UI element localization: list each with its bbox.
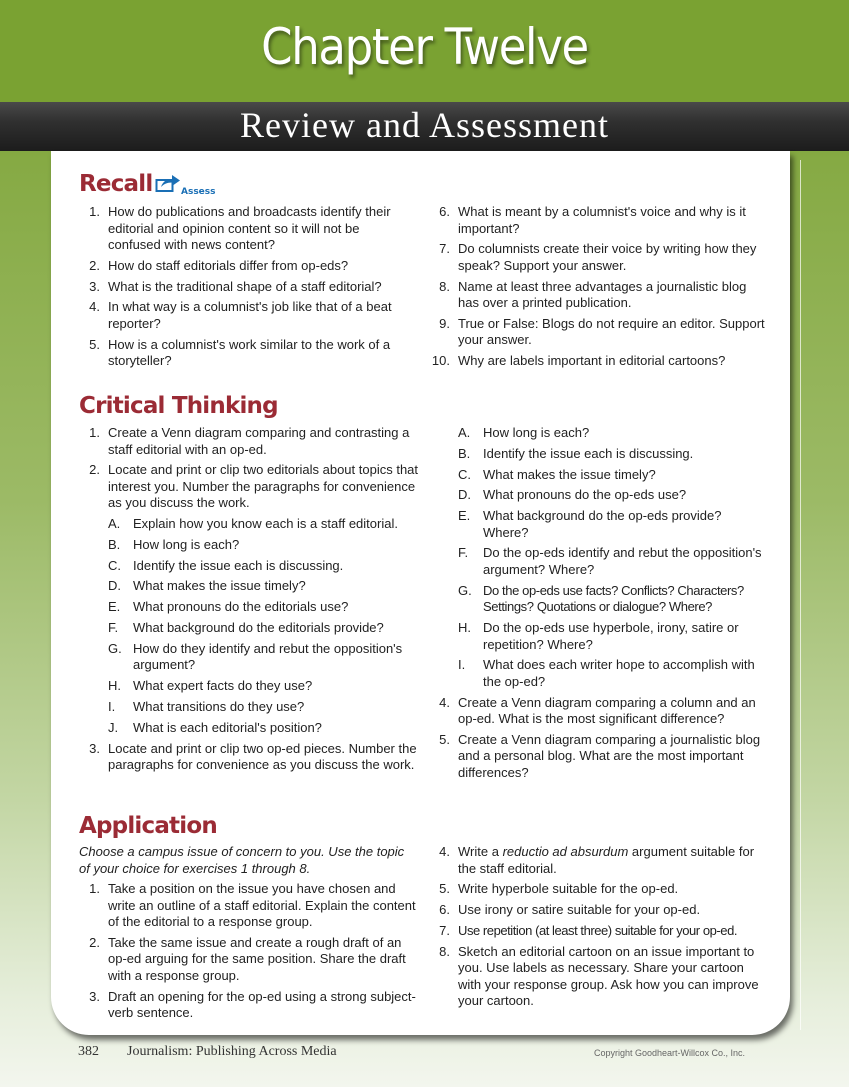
list-item: 1. Create a Venn diagram comparing and contrasting a staff editorial with an op-ed. (89, 425, 410, 457)
sub-item: I. What transitions do they use? (108, 698, 305, 714)
list-item: 4. In what way is a columnist's job like that of a beat reporter? (89, 299, 392, 331)
recall-list-right (421, 204, 766, 374)
list-item: 3. Locate and print or clip two op-ed pieces. Number the paragraphs for convenience as you discuss the work. (89, 740, 417, 773)
sub-item: G. How do they identify and rebut the opposition's argument? (108, 640, 403, 673)
list-item: 3. What is the traditional shape of a staff editorial? (89, 278, 382, 294)
list-item: 6. What is meant by a columnist's voice and why is it important? (439, 204, 746, 236)
critical-list-right (429, 425, 769, 786)
list-item: 4. Write a reductio ad absurdum argument suitable for the staff editorial. (439, 844, 755, 876)
list-item: 5. How is a columnist's work similar to the work of a storyteller? (89, 336, 391, 369)
sub-item: C. What makes the issue timely? (458, 466, 656, 482)
assess-link[interactable] (155, 173, 216, 198)
list-item: 8. Sketch an editorial cartoon on an issue important to you. Use labels as necessary. Share your cartoon with your response group. Ask how you can improve your cartoon. (439, 943, 759, 1009)
list-item: 1. Take a position on the issue you have chosen and write an outline of a staff editorial. Explain the content of the editorial to a response group. (89, 881, 416, 929)
sub-item: F. Do the op-eds identify and rebut the opposition's argument? Where? (458, 545, 762, 577)
copyright: Copyright Goodheart-Willcox Co., Inc. (594, 1048, 746, 1058)
chapter-title: Chapter Twelve (261, 18, 588, 76)
sub-item: H. Do the op-eds use hyperbole, irony, satire or repetition? Where? (458, 620, 739, 652)
sub-item: H. What expert facts do they use? (108, 678, 313, 694)
list-item: 8. Name at least three advantages a journalistic blog has over a printed publication. (439, 278, 747, 311)
list-item: 2. Take the same issue and create a rough draft of an op-ed arguing for the same position. Share the draft with a response group. (89, 934, 406, 983)
sub-item: B. How long is each? (108, 536, 240, 552)
sub-item: E. What pronouns do the editorials use? (108, 599, 349, 615)
book-title: Journalism: Publishing Across Media (127, 1044, 337, 1059)
sub-item: A. How long is each? (458, 425, 590, 440)
application-list-right (429, 844, 769, 1014)
sub-item: D. What makes the issue timely? (108, 578, 306, 594)
list-item: 6. Use irony or satire suitable for your op-ed. (439, 902, 701, 918)
list-item: 7. Do columnists create their voice by writing how they speak? Support your answer. (439, 241, 757, 273)
assess-label: Assess (181, 187, 216, 197)
sub-item: G. Do the op-eds use facts? Conflicts? Characters? Settings? Quotations or dialogue? Where? (458, 582, 744, 615)
sub-item: F. What background do the editorials provide? (108, 620, 384, 636)
application-list-left (79, 844, 417, 1026)
application-heading: Application (79, 813, 217, 839)
recall-heading: Recall (79, 171, 153, 197)
page-number: 382 (78, 1044, 99, 1059)
list-item: 2. Locate and print or clip two editorials about topics that interest you. Number the paragraphs for convenience as you discuss the work. (89, 462, 419, 511)
critical-list-left (79, 425, 419, 778)
section-subtitle: Review and Assessment (240, 105, 609, 145)
sub-item: J. What is each editorial's position? (108, 719, 322, 735)
sub-item: B. Identify the issue each is discussing. (458, 445, 694, 461)
list-item: 9. True or False: Blogs do not require an editor. Support your answer. (439, 315, 765, 348)
recall-list-left (79, 204, 414, 374)
list-item: 7. Use repetition (at least three) suitable for your op-ed. (439, 922, 738, 938)
list-item: 3. Draft an opening for the op-ed using a strong subject-verb sentence. (89, 988, 416, 1021)
sub-item: C. Identify the issue each is discussing. (108, 557, 344, 573)
list-item: 10. Why are labels important in editorial cartoons? (431, 353, 726, 369)
decorative-line (800, 160, 801, 1030)
list-item: 4. Create a Venn diagram comparing a column and an op-ed. What is the most significant difference? (439, 694, 756, 727)
critical-thinking-heading: Critical Thinking (79, 393, 278, 419)
sub-item: E. What background do the op-eds provide? Where? (458, 508, 722, 540)
list-item: 1. How do publications and broadcasts identify their editorial and opinion content so it will not be confused with news content? (89, 204, 391, 252)
sub-item: I. What does each writer hope to accomplish with the op-ed? (458, 657, 755, 689)
list-item: 2. How do staff editorials differ from op-eds? (89, 257, 349, 273)
assess-share-icon (155, 173, 181, 198)
list-item: 5. Create a Venn diagram comparing a journalistic blog and a personal blog. What are the most important differences? (439, 731, 761, 780)
application-intro: Choose a campus issue of concern to you. Use the topic of your choice for exercises 1 through 8. (79, 844, 405, 876)
sub-item: D. What pronouns do the op-eds use? (458, 487, 687, 503)
sub-item: A. Explain how you know each is a staff editorial. (108, 516, 398, 532)
list-item: 5. Write hyperbole suitable for the op-ed. (439, 881, 679, 897)
